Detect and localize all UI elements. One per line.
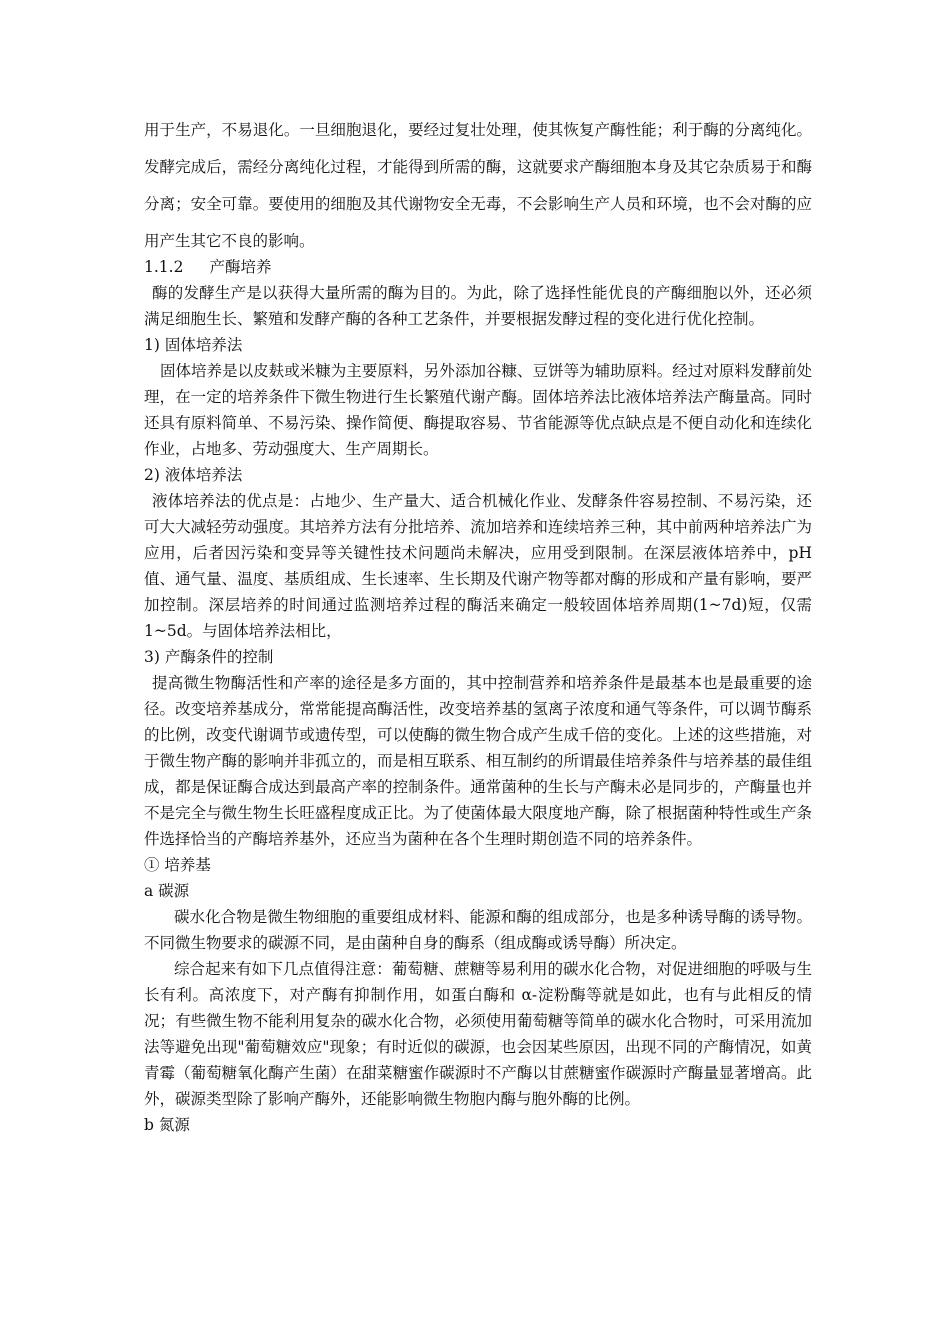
- heading-medium: ① 培养基: [144, 856, 211, 874]
- heading-nitrogen-source: b 氮源: [144, 1116, 190, 1134]
- paragraph-carbon-2: 综合起来有如下几点值得注意：葡萄糖、蔗糖等易利用的碳水化合物，对促进细胞的呼吸与生长有利。高浓度下，对产酶有抑制作用，如蛋白酶和 α-淀粉酶等就是如此，也有与此相反的情况；有些微生物不能利用复杂的碳水化合物，必须使用葡萄糖等简单的碳水化合物时，可采用流加法等避免出现"葡萄糖效应"现象；有时近似的碳源，也会因某些原因，出现不同的产酶情况，如黄青霉（葡萄糖氧化酶产生菌）在甜菜糖蜜作碳源时不产酶以甘蔗糖蜜作碳源时产酶量显著增高。此外，碳源类型除了影响产酶外，还能影响微生物胞内酶与胞外酶的比例。: [144, 960, 812, 1108]
- paragraph-solid-culture: 固体培养是以皮麸或米糠为主要原料，另外添加谷糠、豆饼等为辅助原料。经过对原料发酵前处理，在一定的培养条件下微生物进行生长繁殖代谢产酶。固体培养法比液体培养法产酶量高。同时还具有原料简单、不易污染、操作简便、酶提取容易、节省能源等优点缺点是不便自动化和连续化作业，占地多、劳动强度大、生产周期长。: [144, 362, 812, 458]
- paragraph-enzyme-culture: 酶的发酵生产是以获得大量所需的酶为目的。为此，除了选择性能优良的产酶细胞以外，还必须满足细胞生长、繁殖和发酵产酶的各种工艺条件，并要根据发酵过程的变化进行优化控制。: [144, 284, 812, 328]
- section-heading-1-1-2: [144, 254, 812, 280]
- document-page: [144, 112, 812, 1138]
- intro-paragraph: 用于生产，不易退化。一旦细胞退化，要经过复壮处理，使其恢复产酶性能；利于酶的分离纯化。发酵完成后，需经分离纯化过程，才能得到所需的酶，这就要求产酶细胞本身及其它杂质易于和酶分离；安全可靠。要使用的细胞及其代谢物安全无毒，不会影响生产人员和环境，也不会对酶的应用产生其它不良的影响。: [144, 121, 812, 250]
- paragraph-condition-control: 提高微生物酶活性和产率的途径是多方面的，其中控制营养和培养条件是最基本也是最重要的途径。改变培养基成分，常常能提高酶活性，改变培养基的氢离子浓度和通气等条件，可以调节酶系的比例，改变代谢调节或遗传型，可以使酶的微生物合成产生成千倍的变化。上述的这些措施，对于微生物产酶的影响并非孤立的，而是相互联系、相互制约的所谓最佳培养条件与培养基的最佳组成，都是保证酶合成达到最高产率的控制条件。通常菌种的生长与产酶未必是同步的，产酶量也并不是完全与微生物生长旺盛程度成正比。为了使菌体最大限度地产酶，除了根据菌种特性或生产条件选择恰当的产酶培养基外，还应当为菌种在各个生理时期创造不同的培养条件。: [144, 674, 812, 848]
- heading-carbon-source: a 碳源: [144, 882, 190, 900]
- heading-liquid-culture: 2) 液体培养法: [144, 466, 243, 484]
- paragraph-liquid-culture: 液体培养法的优点是：占地少、生产量大、适合机械化作业、发酵条件容易控制、不易污染，还可大大减轻劳动强度。其培养方法有分批培养、流加培养和连续培养三种，其中前两种培养法广为应用，后者因污染和变异等关键性技术问题尚未解决，应用受到限制。在深层液体培养中，pH 值、通气量、温度、基质组成、生长速率、生长期及代谢产物等都对酶的形成和产量有影响，要严加控制。深层培养的时间通过监测培养过程的酶活来确定一般较固体培养周期(1~7d)短，仅需 1~5d。与固体培养法相比，: [144, 492, 812, 640]
- section-title: 产酶培养: [209, 258, 272, 276]
- paragraph-carbon-1: 碳水化合物是微生物细胞的重要组成材料、能源和酶的组成部分，也是多种诱导酶的诱导物。不同微生物要求的碳源不同，是由菌种自身的酶系（组成酶或诱导酶）所决定。: [144, 908, 812, 952]
- section-number: 1.1.2: [144, 258, 184, 276]
- heading-solid-culture: 1) 固体培养法: [144, 336, 243, 354]
- heading-condition-control: 3) 产酶条件的控制: [144, 648, 274, 666]
